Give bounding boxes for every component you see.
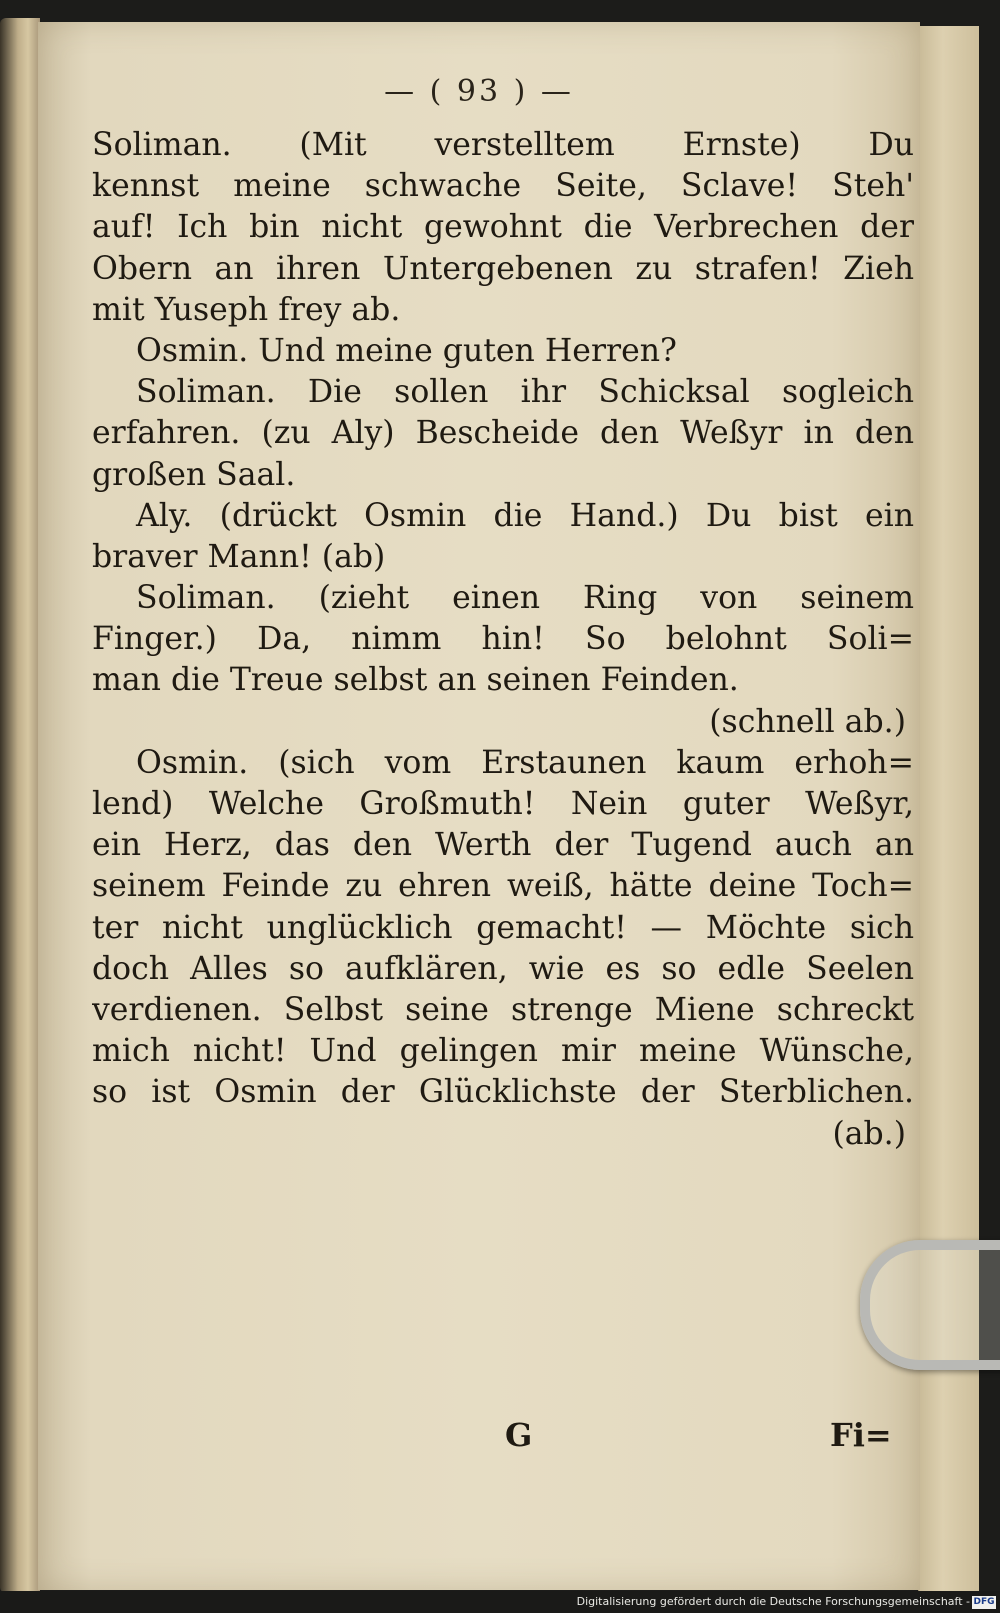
text-line: (schnell ab.) xyxy=(709,703,906,740)
text-line: auf! Ich bin nicht gewohnt die Verbrechen der xyxy=(92,209,914,246)
text-line: so ist Osmin der Glücklichste der Sterblichen. xyxy=(92,1074,914,1111)
text-line: man die Treue selbst an seinen Feinden. xyxy=(92,662,739,699)
text-line: seinem Feinde zu ehren weiß, hätte deine Toch= xyxy=(92,868,914,905)
text-line: ein Herz, das den Werth der Tugend auch an xyxy=(92,827,914,864)
digitization-credit: Digitalisierung gefördert durch die Deutsche Forschungsgemeinschaft - xyxy=(0,1591,1000,1613)
text-line: Aly. (drückt Osmin die Hand.) Du bist ein xyxy=(136,497,914,534)
text-line: lend) Welche Großmuth! Nein guter Weßyr, xyxy=(92,786,914,822)
text-line: (ab.) xyxy=(832,1115,906,1152)
text-line: Soliman. Die sollen ihr Schicksal sogleich xyxy=(136,374,914,411)
text-line: Osmin. Und meine guten Herren? xyxy=(136,332,677,369)
text-line: braver Mann! (ab) xyxy=(92,538,386,575)
text-line: großen Saal. xyxy=(92,456,296,493)
text-line: verdienen. Selbst seine strenge Miene schreckt xyxy=(92,991,914,1028)
paper-clip xyxy=(860,1240,1000,1370)
text-line: Finger.) Da, nimm hin! So belohnt Soli= xyxy=(92,621,914,658)
text-line: Soliman. (Mit verstelltem Ernste) Du xyxy=(92,127,914,163)
text-line: mit Yuseph frey ab. xyxy=(92,291,401,328)
text-line: Osmin. (sich vom Erstaunen kaum erhoh= xyxy=(136,744,914,781)
catchword: Fi= xyxy=(830,1416,892,1454)
text-line: mich nicht! Und gelingen mir meine Wünsche, xyxy=(92,1033,914,1070)
dfg-logo: DFG xyxy=(973,1597,995,1607)
text-line: ter nicht unglücklich gemacht! — Möchte sich xyxy=(92,909,914,946)
page-number: — ( 93 ) — xyxy=(384,74,574,109)
text-line: doch Alles so aufklären, wie es so edle Seelen xyxy=(92,950,914,987)
book-left-edge xyxy=(0,18,40,1593)
text-line: Obern an ihren Untergebenen zu strafen! Zieh xyxy=(92,250,914,287)
text-line: erfahren. (zu Aly) Bescheide den Weßyr in den xyxy=(92,415,914,452)
text-line: Soliman. (zieht einen Ring von seinem xyxy=(136,580,914,617)
page-text xyxy=(92,125,914,1155)
text-line: kennst meine schwache Seite, Sclave! Steh' xyxy=(92,168,914,205)
signature-mark: G xyxy=(505,1416,533,1454)
